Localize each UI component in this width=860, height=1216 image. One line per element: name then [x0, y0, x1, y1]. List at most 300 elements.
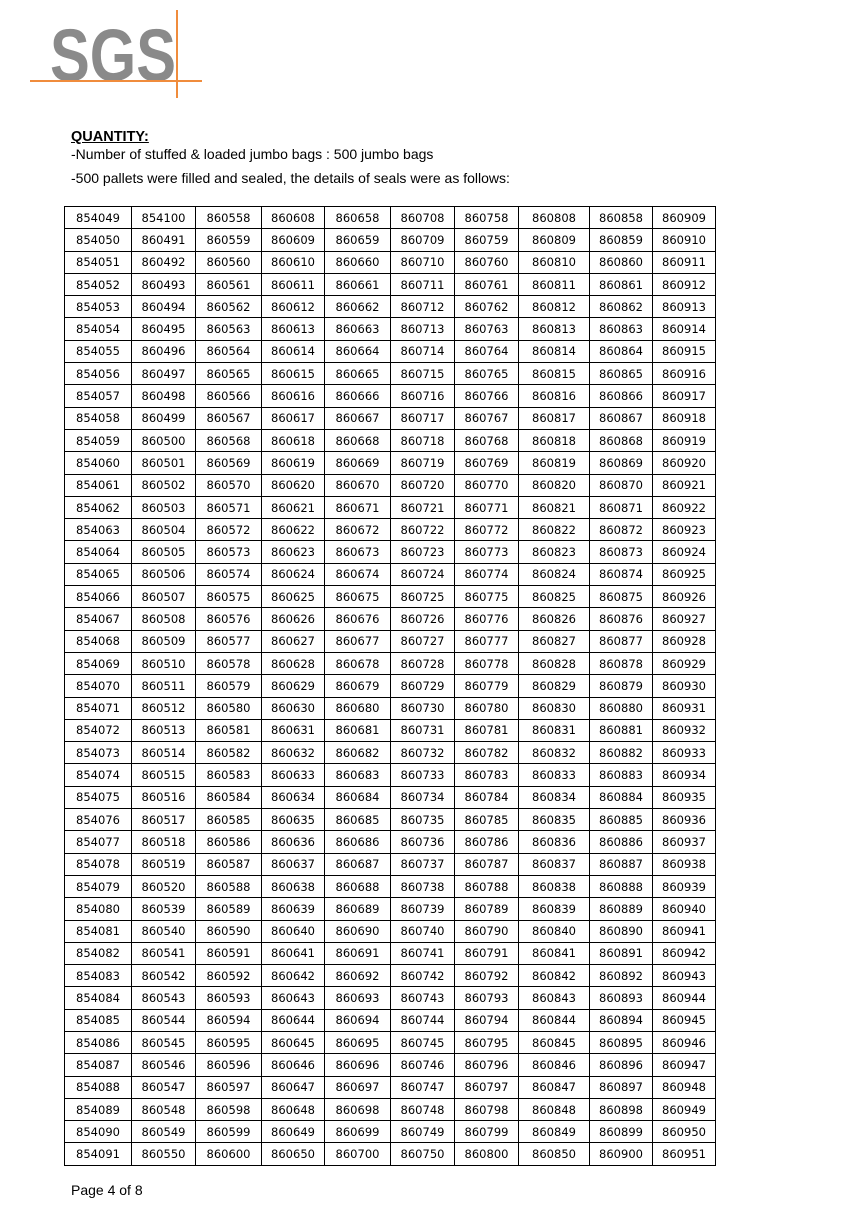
- seal-number-cell: 860658: [325, 207, 391, 229]
- jumbo-bags-line: -Number of stuffed & loaded jumbo bags : 500 jumbo bags: [71, 146, 434, 162]
- seal-number-cell: 860641: [262, 942, 325, 964]
- table-row: [65, 1076, 716, 1098]
- seal-number-cell: 860629: [262, 675, 325, 697]
- seal-number-cell: 860942: [653, 942, 716, 964]
- seal-number-cell: 860597: [196, 1076, 262, 1098]
- seal-number-cell: 860817: [519, 407, 590, 429]
- seal-number-cell: 860496: [132, 340, 196, 362]
- seal-number-cell: 860520: [132, 875, 196, 897]
- seal-number-cell: 860513: [132, 719, 196, 741]
- seal-number-cell: 860931: [653, 697, 716, 719]
- page-number: Page 4 of 8: [71, 1182, 143, 1198]
- seal-number-cell: 860507: [132, 586, 196, 608]
- seal-number-cell: 860596: [196, 1054, 262, 1076]
- table-row: [65, 697, 716, 719]
- seal-number-cell: 860727: [391, 630, 455, 652]
- seal-number-cell: 860649: [262, 1121, 325, 1143]
- seal-number-cell: 860566: [196, 385, 262, 407]
- seal-number-cell: 860899: [590, 1121, 653, 1143]
- sgs-logo: [30, 10, 205, 100]
- seal-number-cell: 860819: [519, 452, 590, 474]
- seal-number-cell: 860892: [590, 965, 653, 987]
- seal-number-cell: 860570: [196, 474, 262, 496]
- seal-number-cell: 860501: [132, 452, 196, 474]
- seal-number-cell: 860800: [455, 1143, 519, 1165]
- seal-number-cell: 860499: [132, 407, 196, 429]
- seal-number-cell: 860503: [132, 496, 196, 518]
- table-row: [65, 965, 716, 987]
- seal-number-cell: 860878: [590, 652, 653, 674]
- seal-number-cell: 854084: [65, 987, 132, 1009]
- seal-number-cell: 860738: [391, 875, 455, 897]
- seal-number-cell: 860919: [653, 429, 716, 451]
- seal-number-cell: 860822: [519, 519, 590, 541]
- seal-number-cell: 860543: [132, 987, 196, 1009]
- seal-number-cell: 860635: [262, 809, 325, 831]
- seal-number-cell: 860695: [325, 1031, 391, 1053]
- seal-number-cell: 854073: [65, 742, 132, 764]
- seal-number-cell: 860612: [262, 296, 325, 318]
- seal-number-cell: 860674: [325, 563, 391, 585]
- seal-number-cell: 854051: [65, 251, 132, 273]
- seal-number-cell: 860808: [519, 207, 590, 229]
- seal-number-cell: 860576: [196, 608, 262, 630]
- seal-number-cell: 860790: [455, 920, 519, 942]
- seal-number-cell: 854086: [65, 1031, 132, 1053]
- seal-number-cell: 860884: [590, 786, 653, 808]
- seal-number-cell: 860733: [391, 764, 455, 786]
- seal-number-cell: 860680: [325, 697, 391, 719]
- seal-number-cell: 860696: [325, 1054, 391, 1076]
- seal-number-cell: 860628: [262, 652, 325, 674]
- seal-number-cell: 860700: [325, 1143, 391, 1165]
- seal-number-cell: 860796: [455, 1054, 519, 1076]
- seal-number-cell: 860870: [590, 474, 653, 496]
- seal-number-cell: 860941: [653, 920, 716, 942]
- seal-number-cell: 860798: [455, 1098, 519, 1120]
- seal-number-cell: 860544: [132, 1009, 196, 1031]
- seal-number-cell: 854066: [65, 586, 132, 608]
- seal-number-cell: 854081: [65, 920, 132, 942]
- seal-number-cell: 860841: [519, 942, 590, 964]
- seal-number-cell: 860664: [325, 340, 391, 362]
- seal-number-cell: 854067: [65, 608, 132, 630]
- seal-number-cell: 860565: [196, 363, 262, 385]
- table-row: [65, 742, 716, 764]
- seal-number-cell: 860515: [132, 764, 196, 786]
- seal-number-cell: 860874: [590, 563, 653, 585]
- seal-number-cell: 860789: [455, 898, 519, 920]
- seal-number-cell: 860820: [519, 474, 590, 496]
- seal-number-cell: 860560: [196, 251, 262, 273]
- seal-number-cell: 860547: [132, 1076, 196, 1098]
- seal-number-cell: 854077: [65, 831, 132, 853]
- seal-number-cell: 860893: [590, 987, 653, 1009]
- seal-number-cell: 860599: [196, 1121, 262, 1143]
- seal-number-cell: 860677: [325, 630, 391, 652]
- seal-number-cell: 854062: [65, 496, 132, 518]
- seal-number-cell: 854091: [65, 1143, 132, 1165]
- seal-number-cell: 860514: [132, 742, 196, 764]
- seal-number-cell: 860764: [455, 340, 519, 362]
- seal-number-cell: 860779: [455, 675, 519, 697]
- seal-number-cell: 860708: [391, 207, 455, 229]
- seal-number-cell: 854055: [65, 340, 132, 362]
- seal-number-cell: 860873: [590, 541, 653, 563]
- table-row: [65, 273, 716, 295]
- seal-number-cell: 860575: [196, 586, 262, 608]
- seal-number-cell: 860821: [519, 496, 590, 518]
- seal-number-cell: 860809: [519, 229, 590, 251]
- seal-number-cell: 860792: [455, 965, 519, 987]
- seal-number-cell: 860894: [590, 1009, 653, 1031]
- seal-number-cell: 860883: [590, 764, 653, 786]
- seal-number-cell: 860788: [455, 875, 519, 897]
- seal-number-cell: 854053: [65, 296, 132, 318]
- seal-number-cell: 860582: [196, 742, 262, 764]
- seal-number-cell: 860567: [196, 407, 262, 429]
- seal-number-cell: 860630: [262, 697, 325, 719]
- seal-number-cell: 860711: [391, 273, 455, 295]
- seal-number-cell: 860640: [262, 920, 325, 942]
- seal-number-cell: 860581: [196, 719, 262, 741]
- seal-number-cell: 860689: [325, 898, 391, 920]
- seal-number-cell: 860548: [132, 1098, 196, 1120]
- seal-number-cell: 860759: [455, 229, 519, 251]
- table-row: [65, 853, 716, 875]
- seal-number-cell: 860864: [590, 340, 653, 362]
- seal-number-cell: 860686: [325, 831, 391, 853]
- seal-number-cell: 854061: [65, 474, 132, 496]
- seal-number-cell: 860591: [196, 942, 262, 964]
- seal-number-cell: 860659: [325, 229, 391, 251]
- seal-number-cell: 860519: [132, 853, 196, 875]
- seal-number-cell: 860585: [196, 809, 262, 831]
- table-row: [65, 519, 716, 541]
- seal-number-cell: 860613: [262, 318, 325, 340]
- table-row: [65, 786, 716, 808]
- seal-number-cell: 854085: [65, 1009, 132, 1031]
- seal-number-cell: 860697: [325, 1076, 391, 1098]
- seal-number-cell: 860719: [391, 452, 455, 474]
- seal-number-cell: 860693: [325, 987, 391, 1009]
- seal-number-cell: 860600: [196, 1143, 262, 1165]
- seal-number-cell: 860619: [262, 452, 325, 474]
- seal-number-cell: 860865: [590, 363, 653, 385]
- seal-number-cell: 860830: [519, 697, 590, 719]
- table-row: [65, 652, 716, 674]
- seal-number-cell: 860712: [391, 296, 455, 318]
- seal-number-cell: 860845: [519, 1031, 590, 1053]
- seal-number-cell: 860647: [262, 1076, 325, 1098]
- table-row: [65, 474, 716, 496]
- seal-number-cell: 860936: [653, 809, 716, 831]
- seal-number-cell: 860909: [653, 207, 716, 229]
- table-row: [65, 541, 716, 563]
- seal-number-cell: 860766: [455, 385, 519, 407]
- seal-number-cell: 860618: [262, 429, 325, 451]
- seal-number-cell: 860843: [519, 987, 590, 1009]
- seal-number-cell: 860676: [325, 608, 391, 630]
- seal-number-cell: 860761: [455, 273, 519, 295]
- seal-number-cell: 854087: [65, 1054, 132, 1076]
- seal-number-cell: 860929: [653, 652, 716, 674]
- seal-number-cell: 854072: [65, 719, 132, 741]
- seal-number-cell: 860815: [519, 363, 590, 385]
- seal-number-cell: 854080: [65, 898, 132, 920]
- seal-number-cell: 860508: [132, 608, 196, 630]
- seal-number-cell: 860774: [455, 563, 519, 585]
- seal-number-cell: 854054: [65, 318, 132, 340]
- table-row: [65, 1054, 716, 1076]
- seal-number-cell: 860561: [196, 273, 262, 295]
- table-row: [65, 1098, 716, 1120]
- seal-number-cell: 854058: [65, 407, 132, 429]
- seal-number-cell: 860713: [391, 318, 455, 340]
- seal-number-cell: 860823: [519, 541, 590, 563]
- seal-number-cell: 860572: [196, 519, 262, 541]
- seal-number-cell: 860681: [325, 719, 391, 741]
- seal-number-cell: 860571: [196, 496, 262, 518]
- seal-number-cell: 854057: [65, 385, 132, 407]
- seal-number-cell: 860770: [455, 474, 519, 496]
- table-row: [65, 452, 716, 474]
- seal-number-cell: 860692: [325, 965, 391, 987]
- table-row: [65, 429, 716, 451]
- seal-number-cell: 854070: [65, 675, 132, 697]
- seal-number-cell: 860517: [132, 809, 196, 831]
- seal-number-cell: 860771: [455, 496, 519, 518]
- table-row: [65, 586, 716, 608]
- seal-number-cell: 860593: [196, 987, 262, 1009]
- seal-number-cell: 860786: [455, 831, 519, 853]
- seal-number-cell: 860643: [262, 987, 325, 1009]
- seal-number-cell: 860795: [455, 1031, 519, 1053]
- seal-number-cell: 860783: [455, 764, 519, 786]
- seal-number-cell: 860836: [519, 831, 590, 853]
- seal-number-cell: 860498: [132, 385, 196, 407]
- seal-number-cell: 854059: [65, 429, 132, 451]
- table-row: [65, 496, 716, 518]
- seal-number-cell: 860891: [590, 942, 653, 964]
- table-row: [65, 719, 716, 741]
- seal-number-cell: 860876: [590, 608, 653, 630]
- seal-number-cell: 860662: [325, 296, 391, 318]
- seal-number-cell: 860493: [132, 273, 196, 295]
- seal-number-cell: 860671: [325, 496, 391, 518]
- seal-number-cell: 860862: [590, 296, 653, 318]
- seal-number-cell: 860775: [455, 586, 519, 608]
- seal-number-cell: 860491: [132, 229, 196, 251]
- table-row: [65, 563, 716, 585]
- seal-number-cell: 860506: [132, 563, 196, 585]
- seal-number-cell: 860889: [590, 898, 653, 920]
- seal-number-cell: 860667: [325, 407, 391, 429]
- seal-number-cell: 860950: [653, 1121, 716, 1143]
- seal-number-cell: 860740: [391, 920, 455, 942]
- table-row: [65, 407, 716, 429]
- table-row: [65, 831, 716, 853]
- seal-number-cell: 860816: [519, 385, 590, 407]
- seal-number-cell: 860587: [196, 853, 262, 875]
- seal-number-cell: 860890: [590, 920, 653, 942]
- seal-number-cell: 860861: [590, 273, 653, 295]
- seal-number-cell: 860880: [590, 697, 653, 719]
- seal-number-cell: 860573: [196, 541, 262, 563]
- seal-number-cell: 860744: [391, 1009, 455, 1031]
- seal-number-cell: 860724: [391, 563, 455, 585]
- seal-number-cell: 860661: [325, 273, 391, 295]
- seal-number-cell: 860583: [196, 764, 262, 786]
- seal-number-cell: 854076: [65, 809, 132, 831]
- seal-number-cell: 860944: [653, 987, 716, 1009]
- seal-number-cell: 860550: [132, 1143, 196, 1165]
- table-row: [65, 1121, 716, 1143]
- seal-number-cell: 860762: [455, 296, 519, 318]
- seal-number-cell: 860666: [325, 385, 391, 407]
- seal-number-cell: 854079: [65, 875, 132, 897]
- seal-number-cell: 860924: [653, 541, 716, 563]
- seal-number-cell: 860812: [519, 296, 590, 318]
- seal-number-cell: 860494: [132, 296, 196, 318]
- seal-number-cell: 860663: [325, 318, 391, 340]
- seal-number-cell: 860731: [391, 719, 455, 741]
- seal-number-cell: 860735: [391, 809, 455, 831]
- seal-number-cell: 860827: [519, 630, 590, 652]
- seal-number-cell: 854056: [65, 363, 132, 385]
- seal-number-cell: 860624: [262, 563, 325, 585]
- seal-number-cell: 860900: [590, 1143, 653, 1165]
- quantity-heading: QUANTITY:: [71, 129, 149, 145]
- seal-number-cell: 860627: [262, 630, 325, 652]
- seal-number-cell: 860847: [519, 1076, 590, 1098]
- table-row: [65, 942, 716, 964]
- table-row: [65, 875, 716, 897]
- seal-number-cell: 860838: [519, 875, 590, 897]
- seal-number-cell: 860542: [132, 965, 196, 987]
- seal-number-cell: 860923: [653, 519, 716, 541]
- seal-number-cell: 860885: [590, 809, 653, 831]
- seal-number-cell: 860682: [325, 742, 391, 764]
- seal-number-cell: 860918: [653, 407, 716, 429]
- table-row: [65, 363, 716, 385]
- seal-number-cell: 860879: [590, 675, 653, 697]
- seal-number-cell: 860568: [196, 429, 262, 451]
- seal-number-cell: 860726: [391, 608, 455, 630]
- seal-number-cell: 860694: [325, 1009, 391, 1031]
- seal-number-cell: 860920: [653, 452, 716, 474]
- seal-number-cell: 860780: [455, 697, 519, 719]
- seal-number-cell: 854090: [65, 1121, 132, 1143]
- seal-number-cell: 860650: [262, 1143, 325, 1165]
- seal-number-cell: 860842: [519, 965, 590, 987]
- seal-number-cell: 860881: [590, 719, 653, 741]
- seal-number-cell: 860718: [391, 429, 455, 451]
- seal-number-cell: 860895: [590, 1031, 653, 1053]
- seal-number-cell: 860623: [262, 541, 325, 563]
- seal-number-cell: 860594: [196, 1009, 262, 1031]
- seal-number-cell: 860500: [132, 429, 196, 451]
- seal-number-cell: 860728: [391, 652, 455, 674]
- seal-number-cell: 860916: [653, 363, 716, 385]
- seal-number-cell: 860580: [196, 697, 262, 719]
- seal-number-cell: 860518: [132, 831, 196, 853]
- seal-number-cell: 860859: [590, 229, 653, 251]
- seal-number-cell: 860778: [455, 652, 519, 674]
- seal-number-cell: 860540: [132, 920, 196, 942]
- seal-number-cell: 860709: [391, 229, 455, 251]
- seal-number-cell: 860563: [196, 318, 262, 340]
- seal-number-cell: 860765: [455, 363, 519, 385]
- seal-number-cell: 860882: [590, 742, 653, 764]
- seal-number-cell: 860829: [519, 675, 590, 697]
- table-row: [65, 207, 716, 229]
- seal-number-cell: 860644: [262, 1009, 325, 1031]
- seal-number-cell: 860636: [262, 831, 325, 853]
- seal-number-cell: 860687: [325, 853, 391, 875]
- table-row: [65, 1143, 716, 1165]
- seal-number-cell: 860616: [262, 385, 325, 407]
- seal-number-cell: 860579: [196, 675, 262, 697]
- seal-number-cell: 860578: [196, 652, 262, 674]
- seal-number-cell: 860824: [519, 563, 590, 585]
- seal-number-cell: 860926: [653, 586, 716, 608]
- seal-number-cell: 860721: [391, 496, 455, 518]
- table-row: [65, 1031, 716, 1053]
- seal-number-cell: 860588: [196, 875, 262, 897]
- seal-number-cell: 860648: [262, 1098, 325, 1120]
- seal-number-cell: 860888: [590, 875, 653, 897]
- seal-number-cell: 860590: [196, 920, 262, 942]
- seal-number-cell: 860637: [262, 853, 325, 875]
- table-row: [65, 630, 716, 652]
- seal-number-cell: 860897: [590, 1076, 653, 1098]
- seal-number-cell: 860595: [196, 1031, 262, 1053]
- seal-number-cell: 860896: [590, 1054, 653, 1076]
- seal-number-cell: 860668: [325, 429, 391, 451]
- seal-number-cell: 860558: [196, 207, 262, 229]
- seal-number-cell: 860736: [391, 831, 455, 853]
- seal-number-cell: 860866: [590, 385, 653, 407]
- table-row: [65, 809, 716, 831]
- seal-number-cell: 860867: [590, 407, 653, 429]
- seal-number-cell: 860869: [590, 452, 653, 474]
- seal-number-cell: 860586: [196, 831, 262, 853]
- seal-number-cell: 860868: [590, 429, 653, 451]
- seal-number-cell: 860910: [653, 229, 716, 251]
- seal-number-cell: 860818: [519, 429, 590, 451]
- table-row: [65, 987, 716, 1009]
- seal-number-cell: 860745: [391, 1031, 455, 1053]
- seal-number-cell: 860758: [455, 207, 519, 229]
- seal-number-cell: 860749: [391, 1121, 455, 1143]
- table-row: [65, 898, 716, 920]
- seal-number-cell: 854082: [65, 942, 132, 964]
- seal-number-cell: 860646: [262, 1054, 325, 1076]
- seal-number-cell: 854049: [65, 207, 132, 229]
- seal-number-cell: 860698: [325, 1098, 391, 1120]
- seal-number-cell: 860608: [262, 207, 325, 229]
- seal-number-cell: 860763: [455, 318, 519, 340]
- seal-number-cell: 854065: [65, 563, 132, 585]
- seal-number-cell: 854078: [65, 853, 132, 875]
- seal-number-cell: 860722: [391, 519, 455, 541]
- seal-number-cell: 860660: [325, 251, 391, 273]
- seal-number-cell: 860497: [132, 363, 196, 385]
- table-row: [65, 1009, 716, 1031]
- table-row: [65, 385, 716, 407]
- seal-number-cell: 854060: [65, 452, 132, 474]
